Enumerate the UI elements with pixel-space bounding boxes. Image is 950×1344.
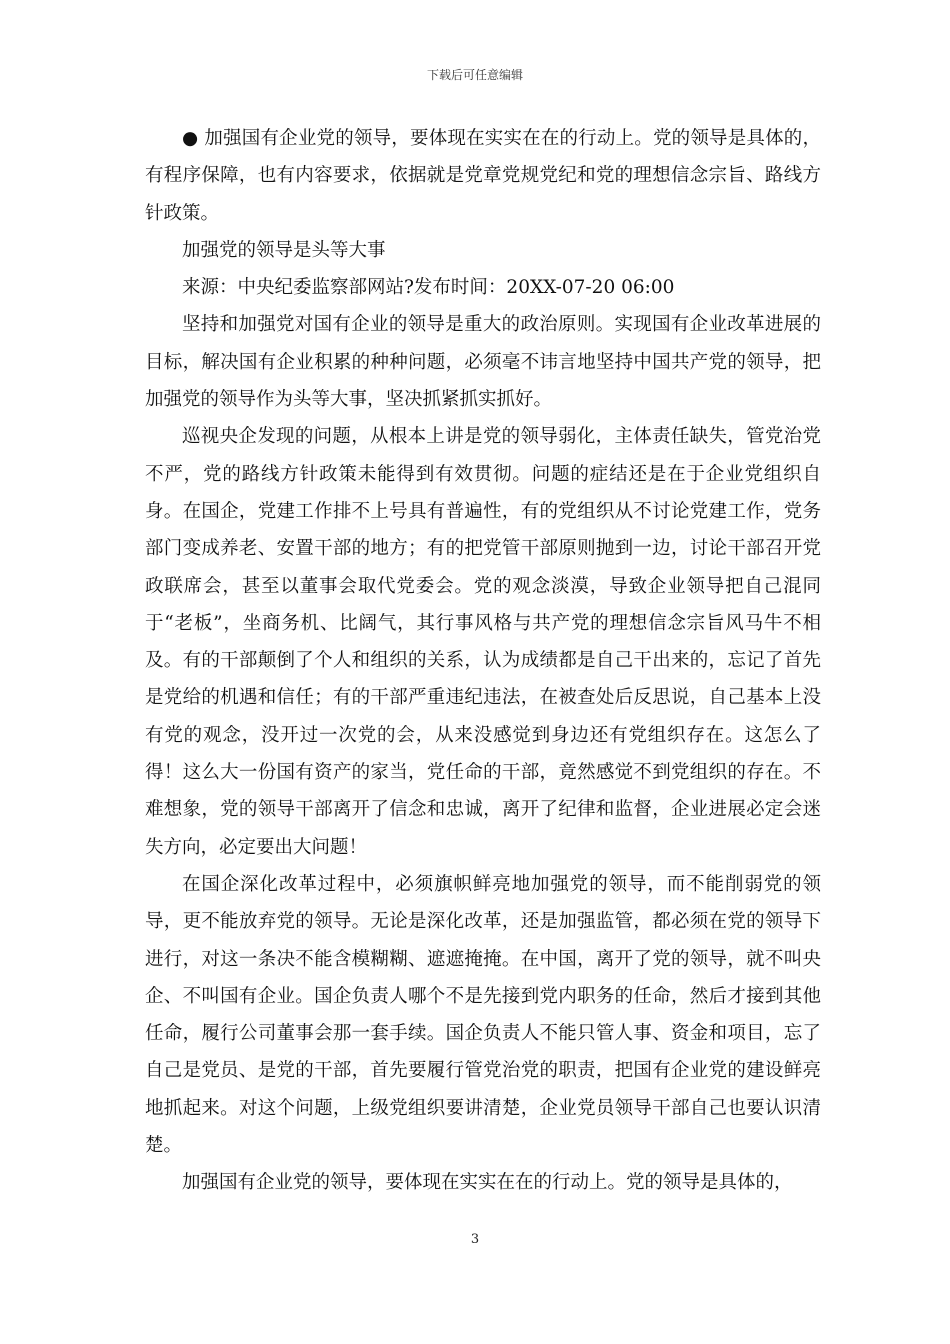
article-source: 来源：中央纪委监察部网站?发布时间：20XX-07-20 06:00: [182, 277, 675, 299]
paragraph: 坚持和加强党对国有企业的领导是重大的政治原则。实现国有企业改革进展的目标，解决国有企业积累的种种问题，必须毫不讳言地坚持中国共产党的领导，把加强党的领导作为头等大事，坚决抓紧抓实抓好。: [145, 314, 821, 411]
document-body: [145, 120, 821, 1202]
paragraph: 在国企深化改革过程中，必须旗帜鲜亮地加强党的领导，而不能削弱党的领导，更不能放弃党的领导。无论是深化改革，还是加强监管，都必须在党的领导下进行，对这一条决不能含模糊糊、遮遮掩掩。在中国，离开了党的领导，就不叫央企、不叫国有企业。国企负责人哪个不是先接到党内职务的任命，然后才接到其他任命，履行公司董事会那一套手续。国企负责人不能只管人事、资金和项目，忘了自己是党员、是党的干部，首先要履行管党治党的职责，把国有企业党的建设鲜亮地抓起来。对这个问题，上级党组织要讲清楚，企业党员领导干部自己也要认识清楚。: [145, 873, 821, 1157]
page-number: 3: [470, 1232, 480, 1247]
page-header: 下载后可任意编辑: [426, 68, 523, 82]
paragraph: 巡视央企发现的问题，从根本上讲是党的领导弱化，主体责任缺失，管党治党不严，党的路线方针政策未能得到有效贯彻。问题的症结还是在于企业党组织自身。在国企，党建工作排不上号具有普遍性，有的党组织从不讨论党建工作，党务部门变成养老、安置干部的地方；有的把党管干部原则抛到一边，讨论干部召开党政联席会，甚至以董事会取代党委会。党的观念淡漠，导致企业领导把自己混同于“老板”，坐商务机、比阔气，其行事风格与共产党的理想信念宗旨风马牛不相及。有的干部颠倒了个人和组织的关系，认为成绩都是自己干出来的，忘记了首先是党给的机遇和信任；有的干部严重违纪违法，在被查处后反思说，自己基本上没有党的观念，没开过一次党的会，从来没感觉到身边还有党组织存在。这怎么了得！这么大一份国有资产的家当，党任命的干部，竟然感觉不到党组织的存在。不难想象，党的领导干部离开了信念和忠诚，离开了纪律和监督，企业进展必定会迷失方向，必定要出大问题！: [145, 426, 821, 858]
paragraph-intro: ● 加强国有企业党的领导，要体现在实实在在的行动上。党的领导是具体的，有程序保障，也有内容要求，依据就是党章党规党纪和党的理想信念宗旨、路线方针政策。: [145, 128, 821, 224]
paragraph: 加强国有企业党的领导，要体现在实实在在的行动上。党的领导是具体的，: [182, 1172, 793, 1194]
article-title: 加强党的领导是头等大事: [182, 239, 386, 261]
